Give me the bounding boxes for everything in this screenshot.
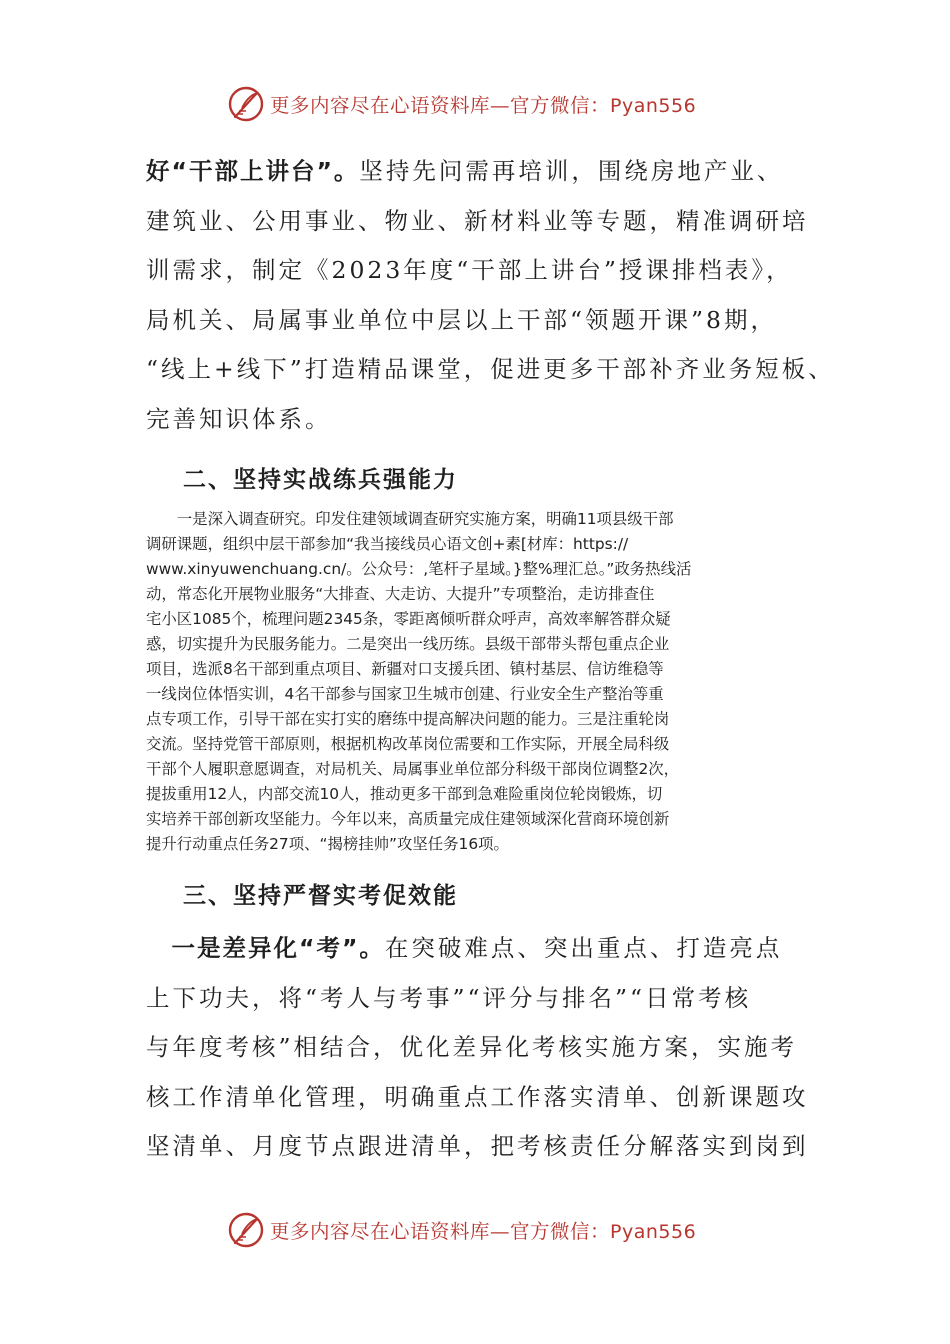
text-line: 提拔重用12人，内部交流10人，推动更多干部到急难险重岗位轮岗锻炼，切 bbox=[146, 785, 663, 803]
text-line: 核工作清单化管理，明确重点工作落实清单、创新课题攻 bbox=[146, 1082, 809, 1111]
section3-paragraph bbox=[146, 924, 826, 1172]
text-line: 一是深入调查研究。印发住建领域调查研究实施方案，明确11项县级干部 bbox=[146, 510, 674, 528]
text-line: 惑，切实提升为民服务能力。二是突出一线历练。县级干部带头帮包重点企业 bbox=[146, 635, 670, 653]
text-line: 一是差异化“考”。在突破难点、突出重点、打造亮点 bbox=[146, 934, 783, 962]
text-line: 实培养干部创新攻坚能力。今年以来，高质量完成住建领域深化营商环境创新 bbox=[146, 810, 670, 828]
text-line: 调研课题，组织中层干部参加“我当接线员心语文创+素[材库：https:// bbox=[146, 535, 629, 553]
section-heading-2: 二、坚持实战练兵强能力 bbox=[183, 467, 458, 493]
text-line: 训需求，制定《2023年度“干部上讲台”授课排档表》， bbox=[146, 256, 793, 284]
quill-logo-icon bbox=[226, 1210, 266, 1250]
text-line: 完善知识体系。 bbox=[146, 404, 332, 433]
text-line: 上下功夫，将“考人与考事”“评分与排名”“日常考核 bbox=[146, 983, 752, 1012]
text-line: 交流。坚持党管干部原则，根据机构改革岗位需要和工作实际，开展全局科级 bbox=[146, 735, 670, 753]
section2-paragraph bbox=[146, 507, 836, 857]
text-line: 动，常态化开展物业服务“大排查、大走访、大提升”专项整治，走访排查住 bbox=[146, 585, 655, 603]
text-line: 坚清单、月度节点跟进清单，把考核责任分解落实到岗到 bbox=[146, 1132, 809, 1160]
text-line: “线上+线下”打造精品课堂，促进更多干部补齐业务短板、 bbox=[146, 355, 835, 383]
text-line: 项目，选派8名干部到重点项目、新疆对口支援兵团、镇村基层、信访维稳等 bbox=[146, 660, 664, 678]
footer-watermark-banner bbox=[226, 1208, 696, 1252]
text-line: 好“干部上讲台”。坚持先问需再培训，围绕房地产业、 bbox=[146, 157, 784, 185]
header-watermark-banner bbox=[226, 82, 696, 126]
banner-text: 更多内容尽在心语资料库—官方微信：Pyan556 bbox=[270, 1220, 697, 1243]
text-line: 宅小区1085个，梳理问题2345条，零距离倾听群众呼声，高效率解答群众疑 bbox=[146, 610, 671, 628]
quill-logo-icon bbox=[226, 84, 266, 124]
text-line: 一线岗位体悟实训，4名干部参与国家卫生城市创建、行业安全生产整治等重 bbox=[146, 685, 664, 703]
text-line: 点专项工作，引导干部在实打实的磨练中提高解决问题的能力。三是注重轮岗 bbox=[146, 710, 670, 728]
text-line: 建筑业、公用事业、物业、新材料业等专题，精准调研培 bbox=[146, 206, 809, 235]
text-line: 与年度考核”相结合，优化差异化考核实施方案，实施考 bbox=[146, 1033, 798, 1061]
text-line: 局机关、局属事业单位中层以上干部“领题开课”8期， bbox=[146, 305, 777, 334]
section-heading-3: 三、坚持严督实考促效能 bbox=[183, 883, 458, 909]
text-line: 提升行动重点任务27项、“揭榜挂帅”攻坚任务16项。 bbox=[146, 835, 509, 853]
banner-text: 更多内容尽在心语资料库—官方微信：Pyan556 bbox=[270, 94, 697, 117]
section1-paragraph bbox=[146, 147, 835, 444]
text-line: 干部个人履职意愿调查，对局机关、局属事业单位部分科级干部岗位调整2次， bbox=[146, 760, 680, 778]
text-line: www.xinyuwenchuang.cn/。公众号：,笔杆子星域。}整%理汇总。”政务热线活 bbox=[146, 560, 692, 578]
